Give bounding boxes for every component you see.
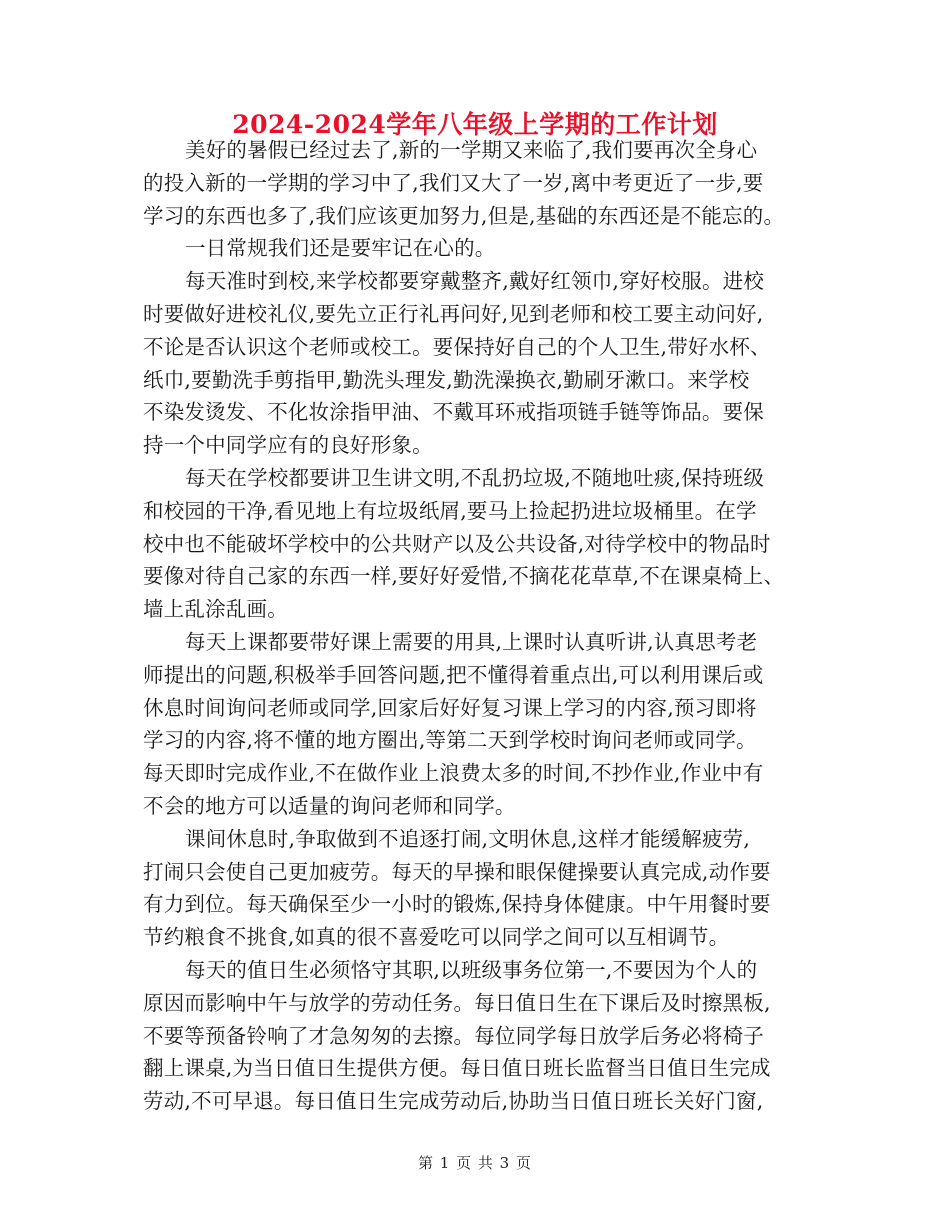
body-line: 有力到位。每天确保至少一小时的锻炼,保持身体健康。中午用餐时要	[143, 892, 771, 917]
body-line: 学习的东西也多了,我们应该更加努力,但是,基础的东西还是不能忘的。	[143, 203, 785, 228]
body-line: 和校园的干净,看见地上有垃圾纸屑,要马上捡起扔进垃圾桶里。在学	[143, 498, 757, 523]
body-line: 原因而影响中午与放学的劳动任务。每日值日生在下课后及时擦黑板,	[143, 990, 771, 1015]
body-line: 墙上乱涂乱画。	[143, 597, 288, 622]
body-line: 美好的暑假已经过去了,新的一学期又来临了,我们要再次全身心	[185, 138, 758, 162]
page-footer: 第 1 页 共 3 页	[418, 1154, 532, 1172]
body-line: 不染发烫发、不化妆涂指甲油、不戴耳环戒指项链手链等饰品。要保	[143, 400, 764, 425]
body-line: 不论是否认识这个老师或校工。要保持好自己的个人卫生,带好水杯、	[143, 334, 771, 359]
body-line: 的投入新的一学期的学习中了,我们又大了一岁,离中考更近了一步,要	[143, 170, 764, 195]
body-line: 时要做好进校礼仪,要先立正行礼再问好,见到老师和校工要主动问好,	[143, 301, 764, 326]
body-line: 翻上课桌,为当日值日生提供方便。每日值日班长监督当日值日生完成	[143, 1056, 771, 1081]
body-line: 每天准时到校,来学校都要穿戴整齐,戴好红领巾,穿好校服。进校	[185, 269, 765, 294]
body-line: 师提出的问题,积极举手回答问题,把不懂得着重点出,可以利用课后或	[143, 662, 764, 687]
body-line: 每天上课都要带好课上需要的用具,上课时认真听讲,认真思考老	[185, 629, 758, 654]
body-line: 纸巾,要勤洗手剪指甲,勤洗头理发,勤洗澡换衣,勤刷牙漱口。来学校	[143, 367, 750, 392]
body-line: 劳动,不可早退。每日值日生完成劳动后,协助当日值日班长关好门窗,	[143, 1089, 764, 1114]
body-line: 打闹只会使自己更加疲劳。每天的早操和眼保健操要认真完成,动作要	[143, 859, 771, 884]
body-line: 学习的内容,将不懂的地方圈出,等第二天到学校时询问老师或同学。	[143, 728, 757, 753]
body-line: 节约粮食不挑食,如真的很不喜爱吃可以同学之间可以互相调节。	[143, 925, 730, 950]
body-line: 不要等预备铃响了才急匆匆的去擦。每位同学每日放学后务必将椅子	[143, 1023, 764, 1048]
body-line: 不会的地方可以适量的询问老师和同学。	[143, 793, 516, 818]
body-line: 休息时间询问老师或同学,回家后好好复习课上学习的内容,预习即将	[143, 695, 757, 720]
body-line: 要像对待自己家的东西一样,要好好爱惜,不摘花花草草,不在课桌椅上、	[143, 564, 785, 589]
document-title: 2024-2024学年八年级上学期的工作计划	[232, 110, 718, 139]
body-line: 每天在学校都要讲卫生讲文明,不乱扔垃圾,不随地吐痰,保持班级	[185, 465, 765, 490]
body-line: 持一个中同学应有的良好形象。	[143, 433, 433, 458]
body-line: 一日常规我们还是要牢记在心的。	[185, 236, 496, 261]
document-body	[143, 134, 815, 1118]
body-line: 课间休息时,争取做到不追逐打闹,文明休息,这样才能缓解疲劳,	[185, 826, 751, 851]
body-line: 每天即时完成作业,不在做作业上浪费太多的时间,不抄作业,作业中有	[143, 761, 764, 786]
body-line: 每天的值日生必须恪守其职,以班级事务位第一,不要因为个人的	[185, 957, 758, 982]
body-line: 校中也不能破坏学校中的公共财产以及公共设备,对待学校中的物品时	[143, 531, 771, 556]
